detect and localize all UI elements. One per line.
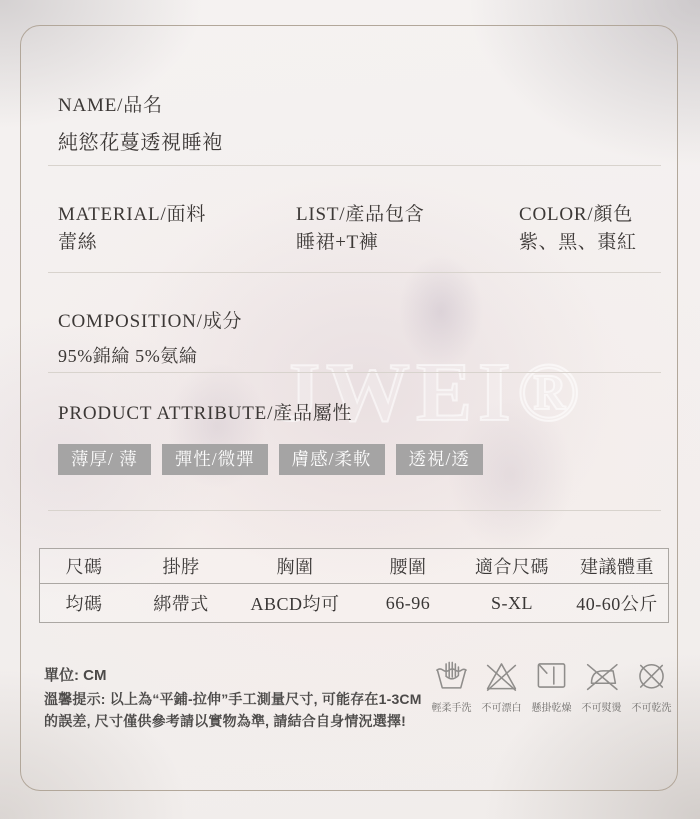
care-item-no-bleach <box>479 657 524 714</box>
care-label: 懸掛乾燥 <box>531 703 572 714</box>
list-value: 睡裙+T褲 <box>296 232 379 253</box>
attribute-badge-feel: 膚感/柔軟 <box>279 444 385 475</box>
name-label: NAME/品名 <box>58 95 163 116</box>
size-table-header-row <box>40 549 668 584</box>
size-table-header: 尺碼 <box>65 557 103 577</box>
attribute-badge-sheerness: 透視/透 <box>396 444 483 475</box>
attribute-badge-elasticity: 彈性/微彈 <box>162 444 268 475</box>
size-table-row <box>40 584 668 622</box>
care-item-no-dry-clean <box>629 657 674 714</box>
size-table-header: 胸圍 <box>276 557 314 577</box>
care-label: 不可熨燙 <box>581 703 622 714</box>
material-label: MATERIAL/面料 <box>58 204 207 225</box>
no-iron-icon <box>583 657 620 694</box>
hand-wash-icon <box>433 657 470 694</box>
size-table-header: 建議體重 <box>580 557 654 577</box>
color-label: COLOR/顏色 <box>519 204 634 225</box>
divider <box>48 165 661 166</box>
size-table-cell: 綁帶式 <box>153 594 209 614</box>
brand-watermark: JWEI® <box>278 346 586 439</box>
attribute-badges <box>58 444 483 475</box>
size-table-cell: 40-60公斤 <box>576 594 658 614</box>
size-table-cell: 均碼 <box>65 594 103 614</box>
composition-label: COMPOSITION/成分 <box>58 311 243 332</box>
attribute-badge-thickness: 薄厚/ 薄 <box>58 444 151 475</box>
care-item-no-iron <box>579 657 624 714</box>
no-bleach-icon <box>483 657 520 694</box>
care-instructions <box>429 657 674 714</box>
size-table-cell: ABCD均可 <box>250 594 340 614</box>
size-table <box>39 548 669 623</box>
size-table-header: 適合尺碼 <box>475 557 549 577</box>
list-label: LIST/產品包含 <box>296 204 425 225</box>
divider <box>48 510 661 511</box>
composition-value: 95%錦綸 5%氨綸 <box>58 346 198 366</box>
care-label: 輕柔手洗 <box>431 703 472 714</box>
measurement-tip: 溫馨提示: 以上為“平鋪-拉伸”手工測量尺寸, 可能存在1-3CM的誤差, 尺寸僅供參考請以實物為準, 請結合自身情況選擇! <box>44 691 422 730</box>
size-table-header: 腰圍 <box>389 557 427 577</box>
name-value: 純慾花蔓透視睡袍 <box>58 132 223 154</box>
no-dry-clean-icon <box>633 657 670 694</box>
care-item-hand-wash <box>429 657 474 714</box>
attribute-label: PRODUCT ATTRIBUTE/產品屬性 <box>58 403 353 424</box>
size-table-header: 掛脖 <box>162 557 200 577</box>
material-value: 蕾絲 <box>58 232 98 253</box>
size-table-cell: 66-96 <box>385 592 431 613</box>
size-table-cell: S-XL <box>491 592 533 613</box>
unit-note: 單位: CM <box>44 667 107 684</box>
care-label: 不可漂白 <box>481 703 522 714</box>
care-label: 不可乾洗 <box>631 703 672 714</box>
hang-dry-icon <box>533 657 570 694</box>
divider <box>48 272 661 273</box>
color-value: 紫、黑、棗紅 <box>519 232 637 253</box>
divider <box>48 372 661 373</box>
care-item-hang-dry <box>529 657 574 714</box>
